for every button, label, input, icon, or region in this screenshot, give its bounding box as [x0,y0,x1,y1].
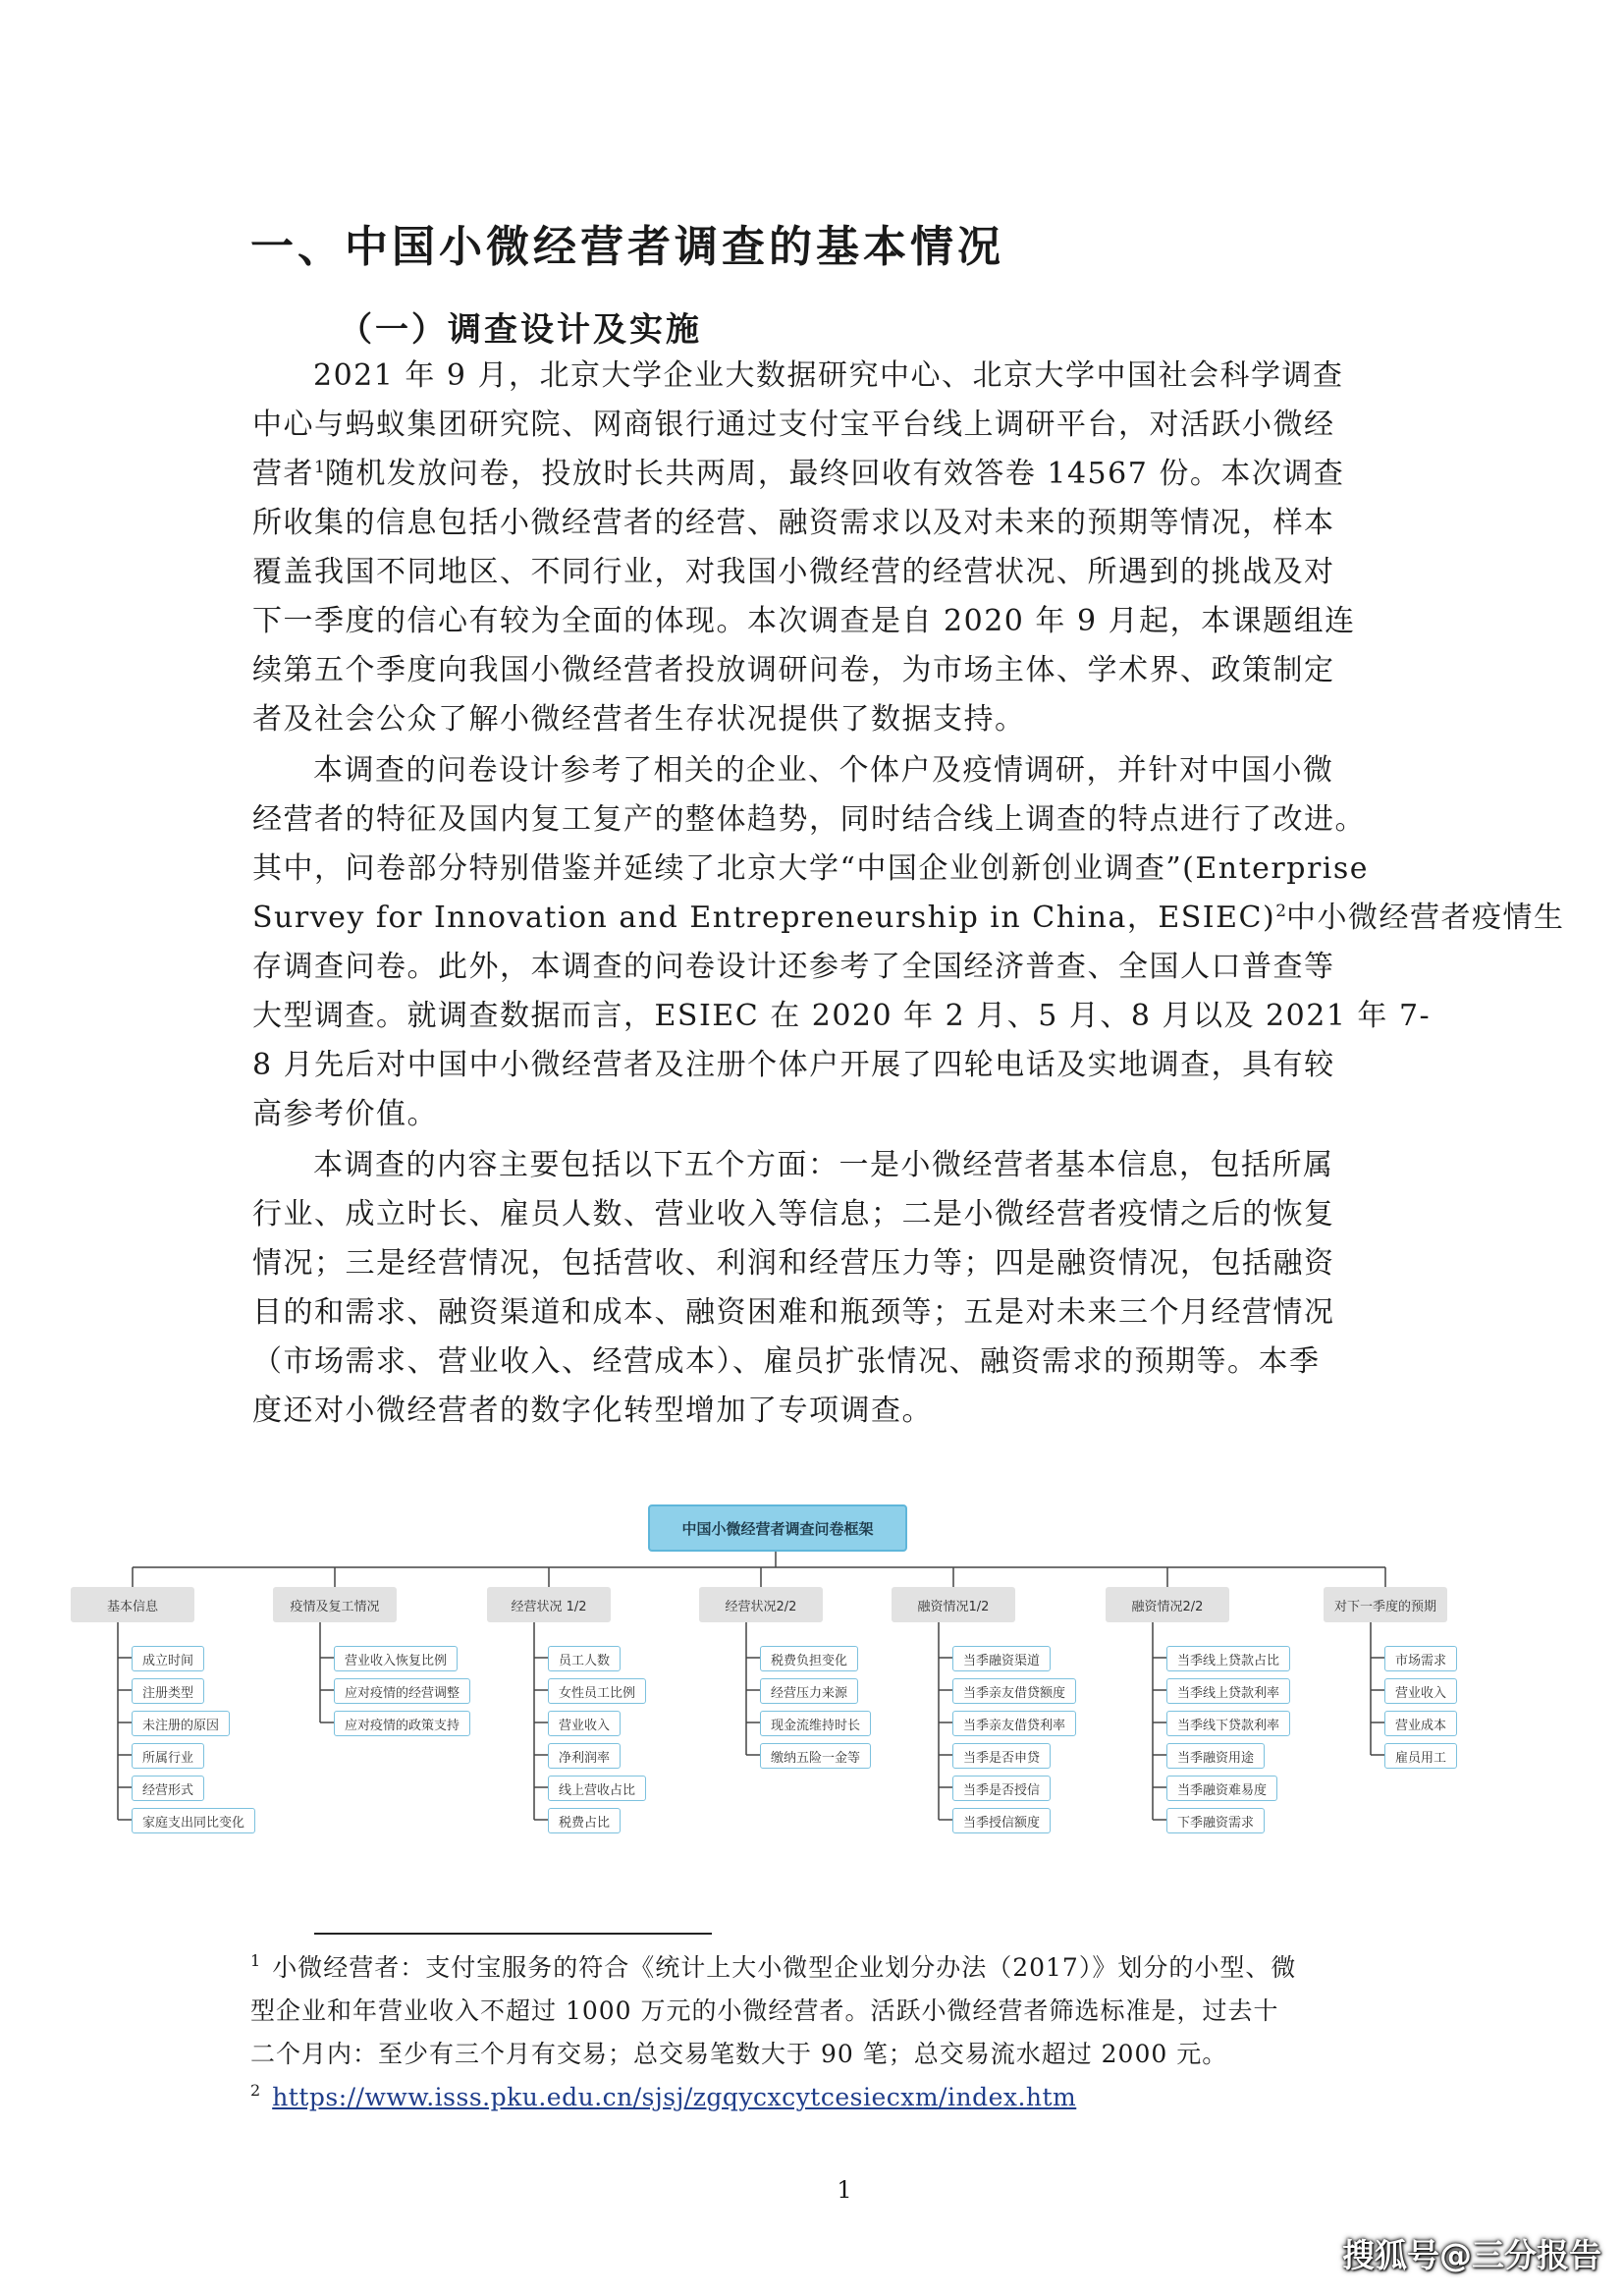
diagram-item: 营业收入 [1384,1678,1457,1704]
diagram-item: 所属行业 [132,1743,204,1769]
section-heading: 一、中国小微经营者调查的基本情况 [250,222,1004,272]
diagram-item: 应对疫情的经营调整 [334,1678,470,1704]
footnote-1-line-3: 二个月内：至少有三个月有交易；总交易笔数大于 90 笔；总交易流水超过 2000 元。 [250,2040,1228,2068]
diagram-item: 营业收入 [548,1711,621,1736]
questionnaire-framework-diagram [0,1483,1623,1876]
footnote-ref: 2 [1275,902,1287,921]
text-line: 续第五个季度向我国小微经营者投放调研问卷，为市场主体、学术界、政策制定 [252,653,1335,687]
footnotes [250,1946,1399,2119]
diagram-item: 当季线下贷款利率 [1166,1711,1290,1736]
text-line: 其中，问卷部分特别借鉴并延续了北京大学“中国企业创新创业调查”(Enterprise [252,851,1370,886]
diagram-item: 当季融资渠道 [952,1646,1051,1671]
text-line: 目的和需求、融资渠道和成本、融资困难和瓶颈等；五是对未来三个月经营情况 [252,1295,1335,1330]
footnote-divider [314,1933,712,1935]
diagram-category: 融资情况1/2 [892,1587,1015,1622]
diagram-item: 当季亲友借贷额度 [952,1678,1076,1704]
diagram-item: 当季线上贷款利率 [1166,1678,1290,1704]
diagram-item: 员工人数 [548,1646,621,1671]
watermark: 搜狐号@三分报告 [1342,2236,1601,2274]
diagram-item: 女性员工比例 [548,1678,646,1704]
text-line: 经营者的特征及国内复工复产的整体趋势，同时结合线上调查的特点进行了改进。 [252,802,1366,837]
diagram-item: 当季融资难易度 [1166,1776,1277,1801]
diagram-item: 经营形式 [132,1776,204,1801]
diagram-item: 当季是否申贷 [952,1743,1051,1769]
diagram-item: 现金流维持时长 [760,1711,871,1736]
diagram-item: 当季亲友借贷利率 [952,1711,1076,1736]
text-line: 所收集的信息包括小微经营者的经营、融资需求以及对未来的预期等情况，样本 [252,506,1335,540]
text-line: 度还对小微经营者的数字化转型增加了专项调查。 [252,1394,933,1428]
diagram-item: 营业成本 [1384,1711,1457,1736]
diagram-item: 下季融资需求 [1166,1808,1265,1833]
subsection-heading: （一）调查设计及实施 [339,310,702,350]
diagram-item: 当季线上贷款占比 [1166,1646,1290,1671]
diagram-root: 中国小微经营者调查问卷框架 [648,1504,907,1552]
text-line: 高参考价值。 [252,1097,438,1131]
diagram-item: 家庭支出同比变化 [132,1808,255,1833]
text-line: 存调查问卷。此外，本调查的问卷设计还参考了全国经济普查、全国人口普查等 [252,950,1335,984]
text-line: 情况；三是经营情况，包括营收、利润和经营压力等；四是融资情况，包括融资 [252,1246,1335,1281]
footnote-2 [250,2076,1399,2119]
diagram-item: 成立时间 [132,1646,204,1671]
footnote-2-number: 2 [250,2081,261,2100]
body-paragraph-2 [252,746,1565,1139]
text-line: 者及社会公众了解小微经营者生存状况提供了数据支持。 [252,702,1026,737]
diagram-category: 对下一季度的预期 [1324,1587,1447,1622]
text-line: 大型调查。就调查数据而言，ESIEC 在 2020 年 2 月、5 月、8 月以及 2021 年 7- [252,999,1432,1033]
footnote-2-link[interactable]: https://www.isss.pku.edu.cn/sjsj/zgqycxcytcesiecxm/index.htm [272,2083,1077,2111]
diagram-item: 净利润率 [548,1743,621,1769]
diagram-category: 经营状况 1/2 [487,1587,611,1622]
diagram-item: 应对疫情的政策支持 [334,1711,470,1736]
diagram-item: 线上营收占比 [548,1776,646,1801]
diagram-item: 当季融资用途 [1166,1743,1265,1769]
text-line: 中心与蚂蚁集团研究院、网商银行通过支付宝平台线上调研平台，对活跃小微经 [252,408,1335,442]
text-line: 8 月先后对中国中小微经营者及注册个体户开展了四轮电话及实地调查，具有较 [252,1048,1335,1082]
text-line: 本调查的问卷设计参考了相关的企业、个体户及疫情调研，并针对中国小微 [313,753,1334,788]
diagram-item: 缴纳五险一金等 [760,1743,871,1769]
text-line: （市场需求、营业收入、经营成本）、雇员扩张情况、融资需求的预期等。本季 [252,1344,1321,1379]
diagram-item: 注册类型 [132,1678,204,1704]
text-line: 覆盖我国不同地区、不同行业，对我国小微经营的经营状况、所遇到的挑战及对 [252,555,1335,589]
body-paragraph-1 [252,352,1391,744]
diagram-item: 市场需求 [1384,1646,1457,1671]
text-line: 下一季度的信心有较为全面的体现。本次调查是自 2020 年 9 月起，本课题组连 [252,604,1356,638]
diagram-category: 经营状况2/2 [699,1587,823,1622]
footnote-ref: 1 [314,458,325,477]
diagram-item: 税费负担变化 [760,1646,858,1671]
diagram-item: 营业收入恢复比例 [334,1646,458,1671]
diagram-item: 经营压力来源 [760,1678,858,1704]
footnote-1-number: 1 [250,1951,261,1970]
text-line: 行业、成立时长、雇员人数、营业收入等信息；二是小微经营者疫情之后的恢复 [252,1197,1335,1231]
body-paragraph-3 [252,1141,1391,1436]
footnote-1-line-1: $^1$ 小微经营者：支付宝服务的符合《统计上大小微型企业划分办法（2017）》划分的小型、微 [250,1951,1297,1982]
diagram-category: 融资情况2/2 [1106,1587,1229,1622]
text-line: 营者$^1$随机发放问卷，投放时长共两周，最终回收有效答卷 14567 份。本次调查 [252,457,1345,491]
text-line: 本调查的内容主要包括以下五个方面：一是小微经营者基本信息，包括所属 [313,1148,1334,1182]
diagram-category: 疫情及复工情况 [273,1587,397,1622]
diagram-item: 未注册的原因 [132,1711,230,1736]
diagram-item: 雇员用工 [1384,1743,1457,1769]
footnote-1-line-2: 型企业和年营业收入不超过 1000 万元的小微经营者。活跃小微经营者筛选标准是，过去十 [250,1996,1279,2025]
text-line: Survey for Innovation and Entrepreneurship in China，ESIEC)$^2$中小微经营者疫情生 [252,901,1565,935]
text-line: 2021 年 9 月，北京大学企业大数据研究中心、北京大学中国社会科学调查 [313,358,1344,393]
diagram-item: 当季是否授信 [952,1776,1051,1801]
diagram-category: 基本信息 [71,1587,194,1622]
diagram-item: 当季授信额度 [952,1808,1051,1833]
page-number: 1 [837,2176,852,2204]
diagram-item: 税费占比 [548,1808,621,1833]
